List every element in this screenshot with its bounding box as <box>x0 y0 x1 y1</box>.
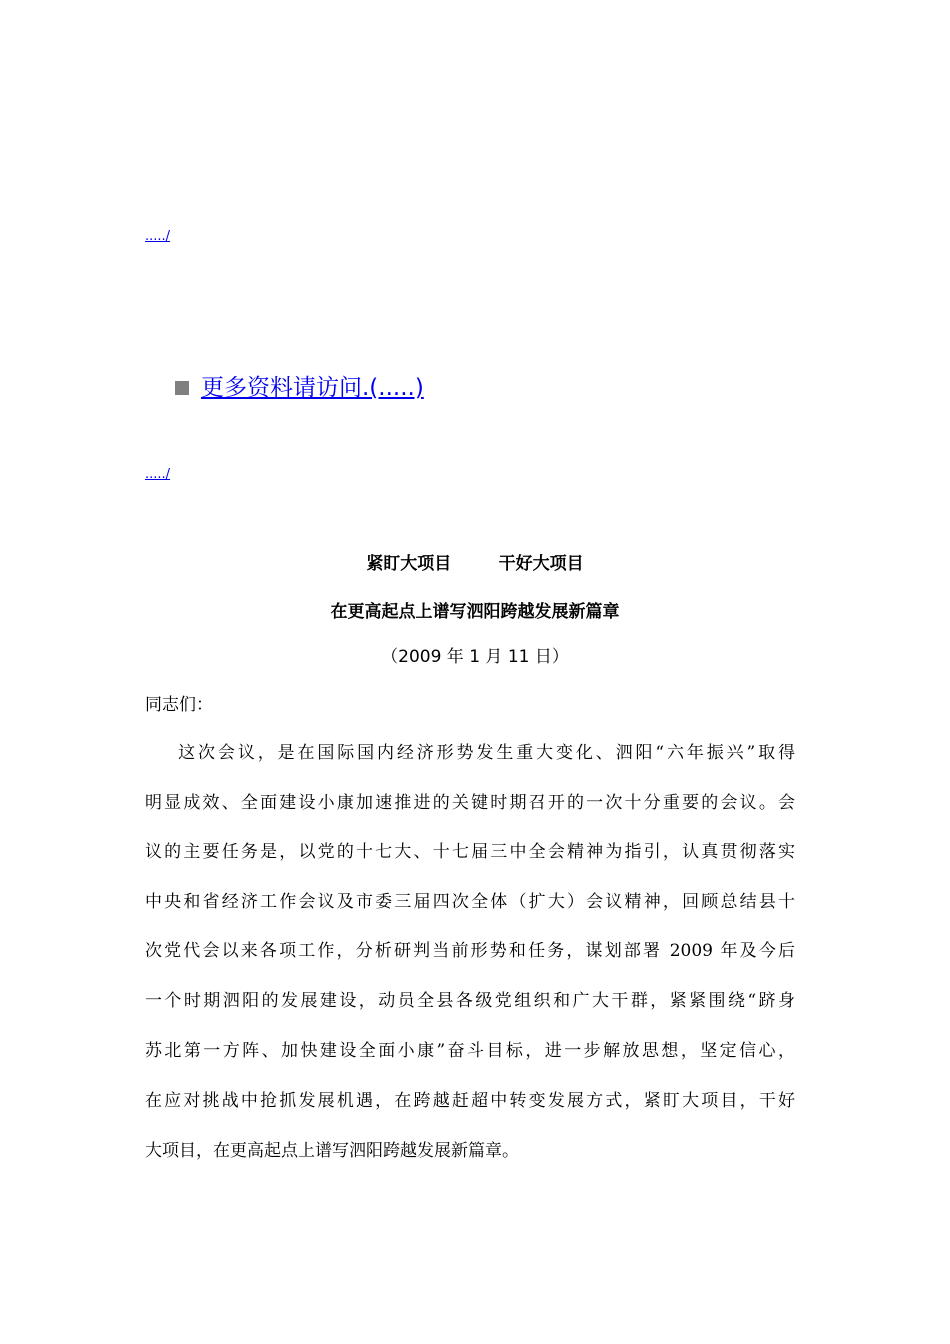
paragraph-line: 明显成效、全面建设小康加速推进的关键时期召开的一次十分重要的会议。会 <box>145 793 795 813</box>
paragraph-line: 一个时期泗阳的发展建设，动员全县各级党组织和广大干群，紧紧围绕“跻身 <box>145 991 795 1011</box>
paragraph-line: 苏北第一方阵、加快建设全面小康”奋斗目标，进一步解放思想，坚定信心， <box>145 1041 795 1061</box>
more-info-row <box>175 372 424 404</box>
square-bullet-icon <box>175 381 189 395</box>
salutation: 同志们： <box>145 695 213 715</box>
paragraph-line: 这次会议，是在国际国内经济形势发生重大变化、泗阳“六年振兴”取得 <box>145 743 795 763</box>
document-date: （2009 年 1 月 11 日） <box>381 647 569 667</box>
paragraph-line: 中央和省经济工作会议及市委三届四次全体（扩大）会议精神，回顾总结县十 <box>145 892 795 912</box>
top-link[interactable]: ...../ <box>145 229 171 244</box>
paragraph-line: 议的主要任务是，以党的十七大、十七届三中全会精神为指引，认真贯彻落实 <box>145 842 795 862</box>
paragraph-line: 在应对挑战中抢抓发展机遇，在跨越赶超中转变发展方式，紧盯大项目，干好 <box>145 1091 795 1111</box>
paragraph-line: 大项目，在更高起点上谱写泗阳跨越发展新篇章。 <box>145 1141 519 1161</box>
paragraph-line: 次党代会以来各项工作，分析研判当前形势和任务，谋划部署 2009 年及今后 <box>145 941 795 961</box>
bottom-link[interactable]: ...../ <box>145 467 171 482</box>
document-subtitle: 在更高起点上谱写泗阳跨越发展新篇章 <box>330 602 620 622</box>
document-title: 紧盯大项目 干好大项目 <box>366 554 584 574</box>
more-info-link[interactable]: 更多资料请访问.(.....) <box>201 375 424 401</box>
